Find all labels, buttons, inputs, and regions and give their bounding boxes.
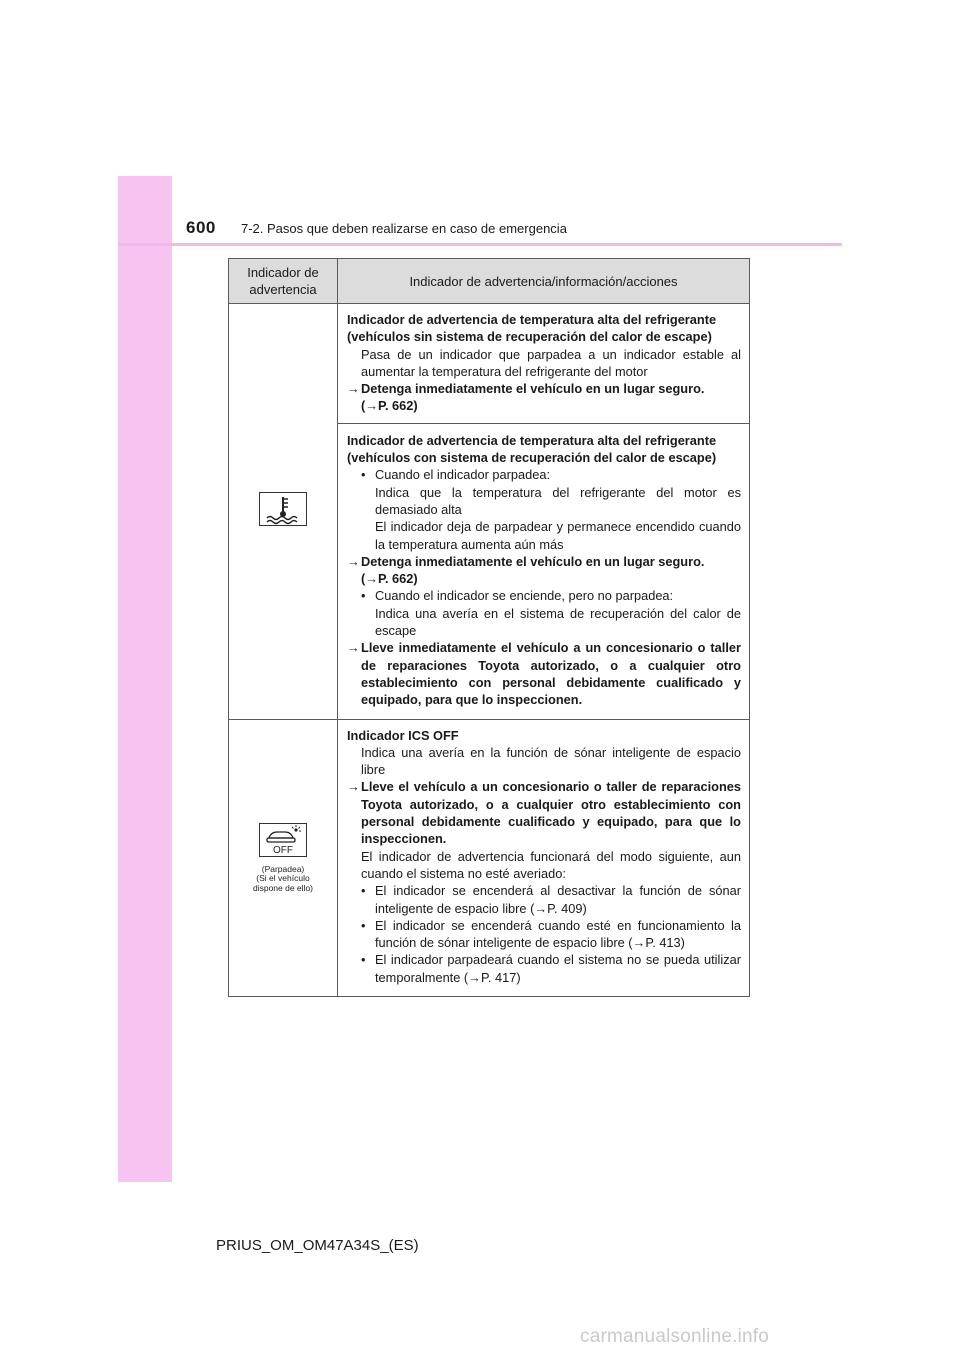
icon-caption — [229, 865, 337, 894]
action-text: Lleve el vehículo a un concesionario o taller de reparaciones Toyota autorizado, o a cualquier otro establecimiento con personal debidamente cualificado y equipado, para que lo inspeccionen. — [361, 779, 741, 847]
ics-off-icon — [259, 823, 307, 857]
caption-line: dispone de ello) — [252, 882, 313, 893]
indicator-cell — [229, 719, 338, 996]
action-text: Lleve inmediatamente el vehículo a un concesionario o taller de reparaciones Toyota autorizado, o a cualquier otro establecimiento con personal debidamente cualificado y equipado, para que lo inspeccionen. — [361, 640, 741, 708]
list-item — [347, 466, 741, 483]
header-rule — [118, 243, 842, 246]
bullet-text: El indicador parpadeará cuando el sistema no se pueda utilizar temporalmente (→P. 417) — [375, 952, 741, 985]
coolant-warning-no-recovery — [347, 309, 741, 419]
column-header-indicator: Indicador de advertencia — [229, 259, 338, 304]
bullet-icon: • — [361, 883, 366, 899]
action-text: Detenga inmediatamente el vehículo en un lugar seguro. — [361, 553, 705, 569]
watermark: carmanualsonline.info — [580, 1326, 770, 1347]
coolant-temperature-icon — [259, 492, 307, 526]
action-line — [347, 778, 741, 847]
chapter-color-band — [118, 176, 172, 1182]
table-row — [229, 719, 750, 996]
bullet-detail: El indicador deja de parpadear y permanece encendido cuando la temperatura aumenta aún más — [375, 519, 741, 552]
ics-off-icon-text: OFF — [273, 844, 293, 856]
bullet-text: Cuando el indicador parpadea: — [375, 467, 551, 483]
bullet-detail: Indica que la temperatura del refrigerante del motor es demasiado alta — [375, 484, 741, 517]
page-reference: (→P. 662) — [361, 398, 418, 414]
warning-description: Pasa de un indicador que parpadea a un indicador estable al aumentar la temperatura del refrigerante del motor — [361, 346, 741, 379]
list-item — [347, 587, 741, 604]
bullet-icon: • — [361, 952, 366, 968]
warning-title: Indicador ICS OFF — [347, 727, 459, 743]
coolant-warning-with-recovery — [338, 423, 749, 713]
bullet-text: El indicador se encenderá cuando esté en funcionamiento la función de sónar inteligente de espacio libre (→P. 413) — [375, 917, 741, 951]
page-number: 600 — [186, 218, 216, 237]
warning-title: Indicador de advertencia de temperatura alta del refrigerante (vehículos con sistema de recuperación del calor de escape) — [347, 432, 717, 466]
bullet-icon: • — [361, 467, 366, 483]
caption-line: (Si el vehículo — [256, 873, 310, 883]
list-item — [347, 917, 741, 952]
section-title: 7-2. Pasos que deben realizarse en caso de emergencia — [241, 221, 567, 236]
indicator-description-cell — [338, 304, 750, 720]
ics-off-warning — [347, 725, 741, 990]
warning-title: Indicador de advertencia de temperatura alta del refrigerante (vehículos sin sistema de recuperación del calor de escape) — [347, 312, 717, 345]
arrow-icon: → — [347, 381, 360, 397]
arrow-icon: → — [347, 640, 360, 656]
action-text: Detenga inmediatamente el vehículo en un lugar seguro. — [361, 381, 705, 397]
bullet-icon: • — [361, 917, 366, 933]
indicator-cell — [229, 304, 338, 720]
warning-description: Indica una avería en la función de sónar inteligente de espacio libre — [361, 744, 741, 778]
document-code: PRIUS_OM_OM47A34S_(ES) — [216, 1237, 419, 1254]
bullet-text: El indicador se encenderá al desactivar la función de sónar inteligente de espacio libre (→P. 409) — [375, 883, 741, 916]
action-line — [347, 639, 741, 708]
indicator-description-cell — [338, 719, 750, 996]
arrow-icon: → — [347, 779, 360, 795]
bullet-text: Cuando el indicador se enciende, pero no parpadea: — [375, 588, 674, 604]
caption-line: (Parpadea) — [261, 863, 305, 874]
list-item — [347, 951, 741, 986]
arrow-icon: → — [347, 553, 360, 569]
action-line — [347, 380, 741, 397]
warning-indicator-table — [228, 258, 750, 997]
bullet-detail: Indica una avería en el sistema de recuperación del calor de escape — [375, 605, 741, 639]
table-header-row — [229, 259, 750, 304]
list-item — [347, 882, 741, 917]
bullet-icon: • — [361, 588, 366, 604]
table-row — [229, 304, 750, 720]
column-header-actions: Indicador de advertencia/información/acciones — [338, 259, 750, 304]
page-reference: (→P. 662) — [361, 571, 418, 587]
operation-note: El indicador de advertencia funcionará del modo siguiente, aun cuando el sistema no esté averiado: — [361, 848, 741, 881]
action-line — [347, 553, 741, 570]
